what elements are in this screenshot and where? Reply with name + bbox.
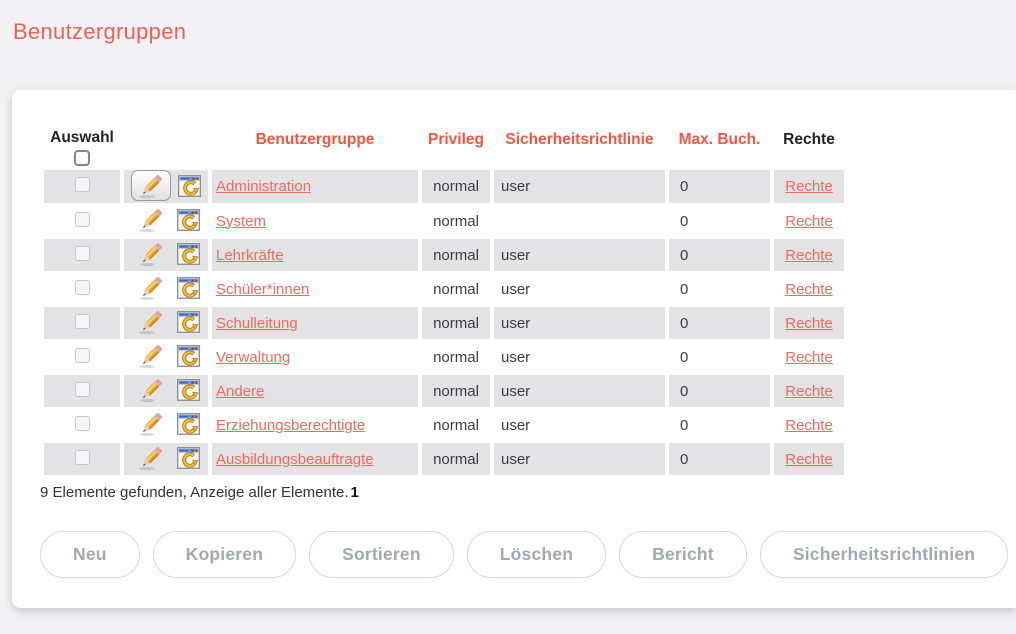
actions-bar: [40, 531, 1016, 578]
group-link[interactable]: Verwaltung: [216, 348, 291, 366]
bericht-button[interactable]: Bericht: [619, 531, 747, 578]
rechte-link[interactable]: Rechte: [785, 178, 833, 195]
col-header-sicherheitsrichtlinie[interactable]: Sicherheitsrichtlinie: [505, 131, 654, 148]
results-summary-text: 9 Elemente gefunden, Anzeige aller Elemente.: [40, 484, 349, 501]
usergroups-table: [40, 110, 848, 477]
window-redo-icon[interactable]: [177, 345, 200, 367]
row-checkbox[interactable]: [75, 280, 90, 295]
privileg-value: normal: [422, 307, 490, 339]
rechte-link[interactable]: Rechte: [785, 450, 833, 468]
rechte-link[interactable]: Rechte: [785, 382, 833, 400]
col-header-privileg[interactable]: Privileg: [428, 131, 484, 148]
loeschen-button[interactable]: Löschen: [467, 531, 606, 578]
group-link[interactable]: Erziehungsberechtigte: [216, 416, 366, 434]
edit-icon[interactable]: [132, 341, 170, 370]
row-checkbox[interactable]: [75, 416, 90, 431]
policy-value: user: [501, 348, 531, 366]
table-row: [44, 170, 844, 203]
row-checkbox[interactable]: [75, 348, 90, 363]
group-link[interactable]: Administration: [216, 178, 312, 195]
edit-icon[interactable]: [132, 205, 170, 234]
policy-value: user: [494, 307, 665, 339]
page-title: Benutzergruppen: [13, 19, 187, 44]
rechte-link[interactable]: Rechte: [785, 280, 833, 298]
privileg-value: normal: [433, 212, 479, 230]
privileg-value: normal: [433, 280, 479, 298]
kopieren-button[interactable]: Kopieren: [153, 531, 296, 578]
table-row: [44, 443, 844, 475]
select-all-checkbox[interactable]: [74, 150, 90, 166]
policy-value: [494, 205, 665, 237]
table-row: [44, 375, 844, 407]
edit-icon[interactable]: [132, 375, 170, 404]
edit-icon[interactable]: [132, 307, 170, 336]
group-link[interactable]: Lehrkräfte: [216, 246, 284, 264]
page-number: 1: [350, 484, 359, 501]
table-row: [44, 273, 844, 305]
rechte-link[interactable]: Rechte: [785, 314, 833, 332]
window-redo-icon[interactable]: [177, 447, 200, 469]
edit-icon[interactable]: [132, 443, 170, 472]
row-checkbox[interactable]: [75, 382, 90, 397]
policy-value: user: [494, 239, 665, 271]
content-panel: [12, 90, 1016, 608]
window-redo-icon[interactable]: [178, 175, 201, 197]
rechte-link[interactable]: Rechte: [785, 246, 833, 264]
window-redo-icon[interactable]: [177, 243, 200, 265]
edit-icon[interactable]: [132, 273, 170, 302]
group-link[interactable]: Schulleitung: [216, 314, 298, 332]
table-row: [44, 307, 844, 339]
results-summary: [40, 484, 1016, 501]
rechte-link[interactable]: Rechte: [785, 348, 833, 366]
max-buch-value: 0: [669, 375, 770, 407]
privileg-value: normal: [422, 170, 490, 203]
max-buch-value: 0: [680, 416, 689, 434]
table-row: [44, 409, 844, 441]
window-redo-icon[interactable]: [177, 311, 200, 333]
policy-value: user: [494, 375, 665, 407]
col-header-rechte: Rechte: [783, 131, 835, 148]
row-checkbox[interactable]: [75, 450, 90, 465]
policy-value: user: [501, 416, 531, 434]
col-header-benutzergruppe[interactable]: Benutzergruppe: [255, 131, 375, 148]
policy-value: user: [501, 280, 531, 298]
row-checkbox[interactable]: [75, 177, 90, 192]
neu-button[interactable]: Neu: [40, 531, 140, 578]
policy-value: user: [494, 443, 665, 475]
group-link[interactable]: System: [216, 212, 267, 230]
group-link[interactable]: Ausbildungsbeauftragte: [216, 450, 374, 468]
max-buch-value: 0: [669, 239, 770, 271]
policy-value: user: [494, 170, 665, 203]
max-buch-value: 0: [680, 212, 689, 230]
max-buch-value: 0: [669, 307, 770, 339]
window-redo-icon[interactable]: [177, 413, 200, 435]
window-redo-icon[interactable]: [177, 379, 200, 401]
row-checkbox[interactable]: [75, 212, 90, 227]
edit-icon[interactable]: [132, 409, 170, 438]
max-buch-value: 0: [680, 280, 689, 298]
window-redo-icon[interactable]: [177, 209, 200, 231]
col-header-auswahl: [44, 112, 120, 168]
table-row: [44, 239, 844, 271]
privileg-value: normal: [422, 239, 490, 271]
edit-icon[interactable]: [131, 170, 171, 201]
group-link[interactable]: Schüler*innen: [216, 280, 310, 298]
rechte-link[interactable]: Rechte: [785, 212, 833, 230]
row-checkbox[interactable]: [75, 246, 90, 261]
table-row: [44, 341, 844, 373]
sortieren-button[interactable]: Sortieren: [309, 531, 454, 578]
privileg-value: normal: [433, 416, 479, 434]
table-row: [44, 205, 844, 237]
edit-icon[interactable]: [132, 239, 170, 268]
col-header-max-buch[interactable]: Max. Buch.: [678, 131, 761, 148]
window-redo-icon[interactable]: [177, 277, 200, 299]
header-row: [44, 112, 844, 168]
col-header-auswahl-label: Auswahl: [50, 129, 114, 146]
group-link[interactable]: Andere: [216, 382, 265, 400]
max-buch-value: 0: [669, 170, 770, 203]
row-checkbox[interactable]: [75, 314, 90, 329]
sicherheitsrichtlinien-button[interactable]: Sicherheitsrichtlinien: [760, 531, 1008, 578]
privileg-value: normal: [433, 348, 479, 366]
rechte-link[interactable]: Rechte: [785, 416, 833, 434]
max-buch-value: 0: [680, 348, 689, 366]
max-buch-value: 0: [669, 443, 770, 475]
privileg-value: normal: [422, 443, 490, 475]
col-header-icons: [124, 112, 208, 168]
privileg-value: normal: [422, 375, 490, 407]
